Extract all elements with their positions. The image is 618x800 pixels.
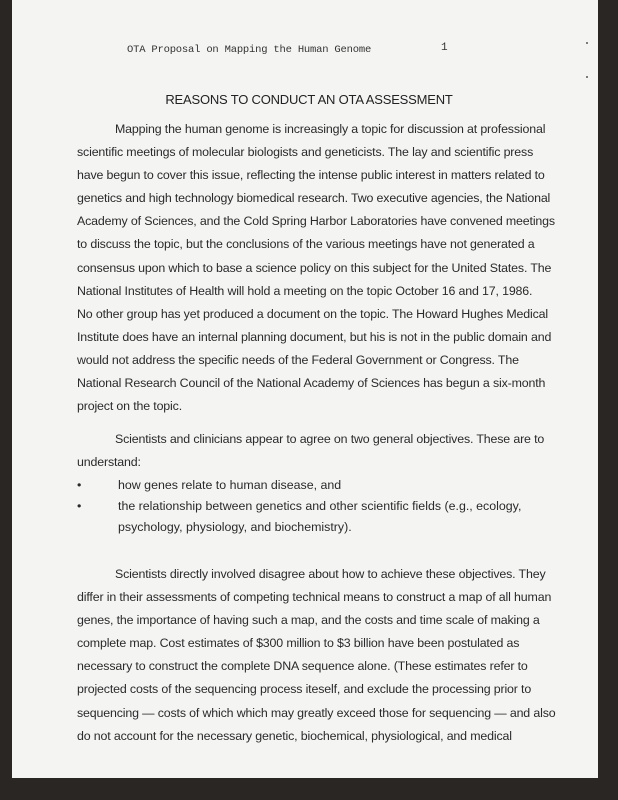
text-line: Mapping the human genome is increasingly a topic for discussion at professional — [115, 122, 546, 136]
text-line: consensus upon which to base a science policy on this subject for the United States. The — [77, 260, 552, 275]
text-line: do not account for the necessary genetic, biochemical, physiological, and medical — [77, 728, 512, 743]
text-line: would not address the specific needs of the Federal Government or Congress. The — [77, 352, 519, 367]
bullet-text: how genes relate to human disease, and — [118, 478, 342, 492]
text-line: National Institutes of Health will hold a meeting on the topic October 16 and 17, 1986. — [77, 283, 533, 298]
bullet-symbol: • — [77, 499, 82, 513]
running-header: OTA Proposal on Mapping the Human Genome — [127, 44, 372, 56]
text-line: genetics and high technology biomedical research. Two executive agencies, the National — [77, 191, 551, 206]
text-line: necessary to construct the complete DNA sequence alone. (These estimates refer to — [77, 659, 528, 674]
text-line: Academy of Sciences, and the Cold Spring Harbor Laboratories have convened meetings — [77, 214, 555, 229]
paragraph-3 — [77, 563, 577, 748]
paragraph-2 — [77, 428, 577, 474]
text-line: complete map. Cost estimates of $300 million to $3 billion have been postulated as — [77, 636, 520, 651]
paragraph-1 — [77, 118, 577, 418]
bullet-text: psychology, physiology, and biochemistry). — [118, 520, 352, 534]
text-line: Scientists directly involved disagree about how to achieve these objectives. They — [115, 567, 546, 581]
text-line: project on the topic. — [77, 399, 182, 414]
speck — [586, 76, 588, 78]
bullet-symbol: • — [77, 478, 82, 492]
text-line: have begun to cover this issue, reflecting the intense public interest in matters related to — [77, 168, 545, 183]
text-line: understand: — [77, 455, 141, 470]
text-line: differ in their assessments of competing technical means to construct a map of all human — [77, 590, 552, 605]
text-line: Institute does have an internal planning document, but his is not in the public domain and — [77, 329, 552, 344]
text-line: to discuss the topic, but the conclusions of the various meetings have not generated a — [77, 237, 535, 252]
text-line: genes, the importance of having such a map, and the costs and time scale of making a — [77, 613, 540, 628]
text-line: scientific meetings of molecular biologists and geneticists. The lay and scientific press — [77, 145, 534, 160]
speck — [586, 42, 588, 44]
text-line: No other group has yet produced a document on the topic. The Howard Hughes Medical — [77, 306, 548, 321]
section-title: REASONS TO CONDUCT AN OTA ASSESSMENT — [165, 92, 453, 107]
text-line: sequencing — costs of which which may greatly exceed those for sequencing — and also — [77, 705, 556, 720]
bullet-text: the relationship between genetics and other scientific fields (e.g., ecology, — [118, 499, 522, 513]
page-number: 1 — [441, 42, 448, 54]
text-line: projected costs of the sequencing process iteself, and exclude the processing prior to — [77, 682, 532, 697]
text-line: National Research Council of the National Academy of Sciences has begun a six-month — [77, 376, 546, 391]
text-line: Scientists and clinicians appear to agree on two general objectives. These are to — [115, 432, 545, 446]
